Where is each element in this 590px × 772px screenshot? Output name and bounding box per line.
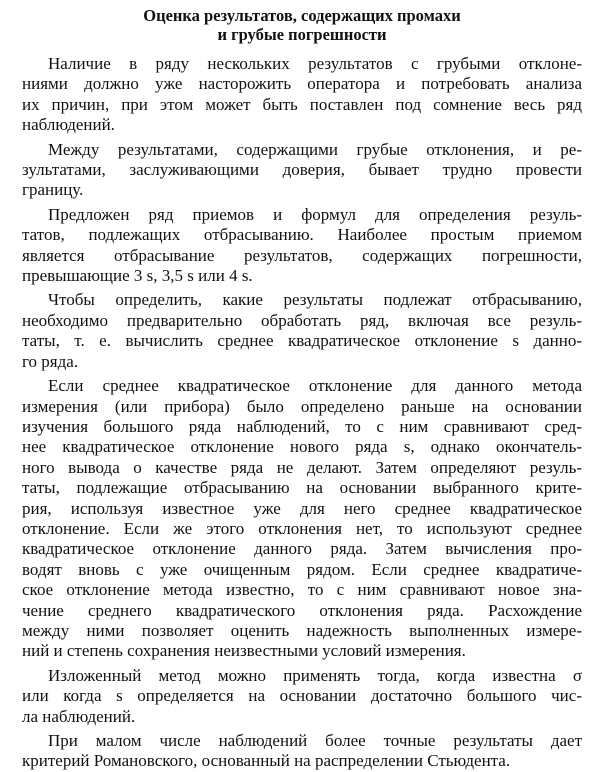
text-line: ское отклонение метода известно, то с ним сравнивают новое зна- [22,580,582,600]
text-line: чение среднего квадратического отклонения ряда. Расхождение [22,600,582,620]
body-text [22,54,582,772]
text-line: критерий Романовского, основанный на распределении Стьюдента. [22,751,511,771]
text-line: рия, используя известное уже для него среднее квадратическое [22,498,582,518]
text-line: квадратическое отклонение данного ряда. Затем вычисления про- [22,539,582,559]
text-line: таты, т. е. вычислить среднее квадратическое отклонение s данно- [22,331,582,351]
text-line: таты, подлежащие отбрасыванию на основании выбранного крите- [22,478,582,498]
text-line: наблюдений. [22,115,115,135]
text-line: Между результатами, содержащими грубые отклонения, и ре- [48,139,582,159]
text-line: Изложенный метод можно применять тогда, когда известна σ [48,665,582,685]
text-line: является отбрасывание результатов, содержащих погрешности, [22,245,582,265]
text-line: или когда s определяется на основании достаточно большого чис- [22,686,582,706]
text-line: го ряда. [22,351,79,371]
text-line: границу. [22,180,84,200]
text-line: отклонение. Если же этого отклонения нет, то используют среднее [22,518,582,538]
text-line: изучения большого ряда наблюдений, то с ним сравнивают сред- [22,416,582,436]
paragraph-1 [22,54,582,136]
paragraph-6 [22,666,582,727]
section-title-line-2: и грубые погрешности [217,25,387,44]
section-title-line-1: Оценка результатов, содержащих промахи [143,6,461,25]
paragraph-2 [22,140,582,201]
text-line: ла наблюдений. [22,706,136,726]
text-line: зультатами, заслуживающими доверия, бывает трудно провести [22,160,582,180]
text-line: превышающие 3 s, 3,5 s или 4 s. [22,266,253,286]
text-line: водят вновь с уже очищенным рядом. Если среднее квадратиче- [22,559,582,579]
text-line: между ними позволяет оценить надежность выполненных измере- [22,620,582,640]
text-line: татов, подлежащих отбрасыванию. Наиболее простым приемом [22,225,582,245]
paragraph-5 [22,376,582,662]
paragraph-4 [22,290,582,372]
paragraph-3 [22,205,582,287]
text-line: ниями должно уже насторожить оператора и потребовать анализа [22,74,582,94]
text-line: Наличие в ряду нескольких результатов с грубыми отклоне- [48,54,582,73]
text-line: нее квадратическое отклонение нового ряда s, однако окончатель- [22,437,582,457]
text-line: измерения (или прибора) было определено раньше на основании [22,396,582,416]
text-line: необходимо предварительно обработать ряд, включая все резуль- [22,310,582,330]
section-title [22,6,582,44]
text-line: ний и степень сохранения неизвестными условий измерения. [22,641,466,661]
text-line: При малом числе наблюдений более точные результаты дает [48,731,582,750]
paragraph-7 [22,731,582,772]
text-line: их причин, при этом может быть поставлен под сомнение весь ряд [22,94,582,114]
text-line: Чтобы определить, какие результаты подлежат отбрасыванию, [48,290,582,310]
text-line: Предложен ряд приемов и формул для определения резуль- [48,204,582,224]
text-line: ного вывода о качестве ряда не делают. Затем определяют резуль- [22,457,582,477]
text-line: Если среднее квадратическое отклонение для данного метода [48,376,582,396]
